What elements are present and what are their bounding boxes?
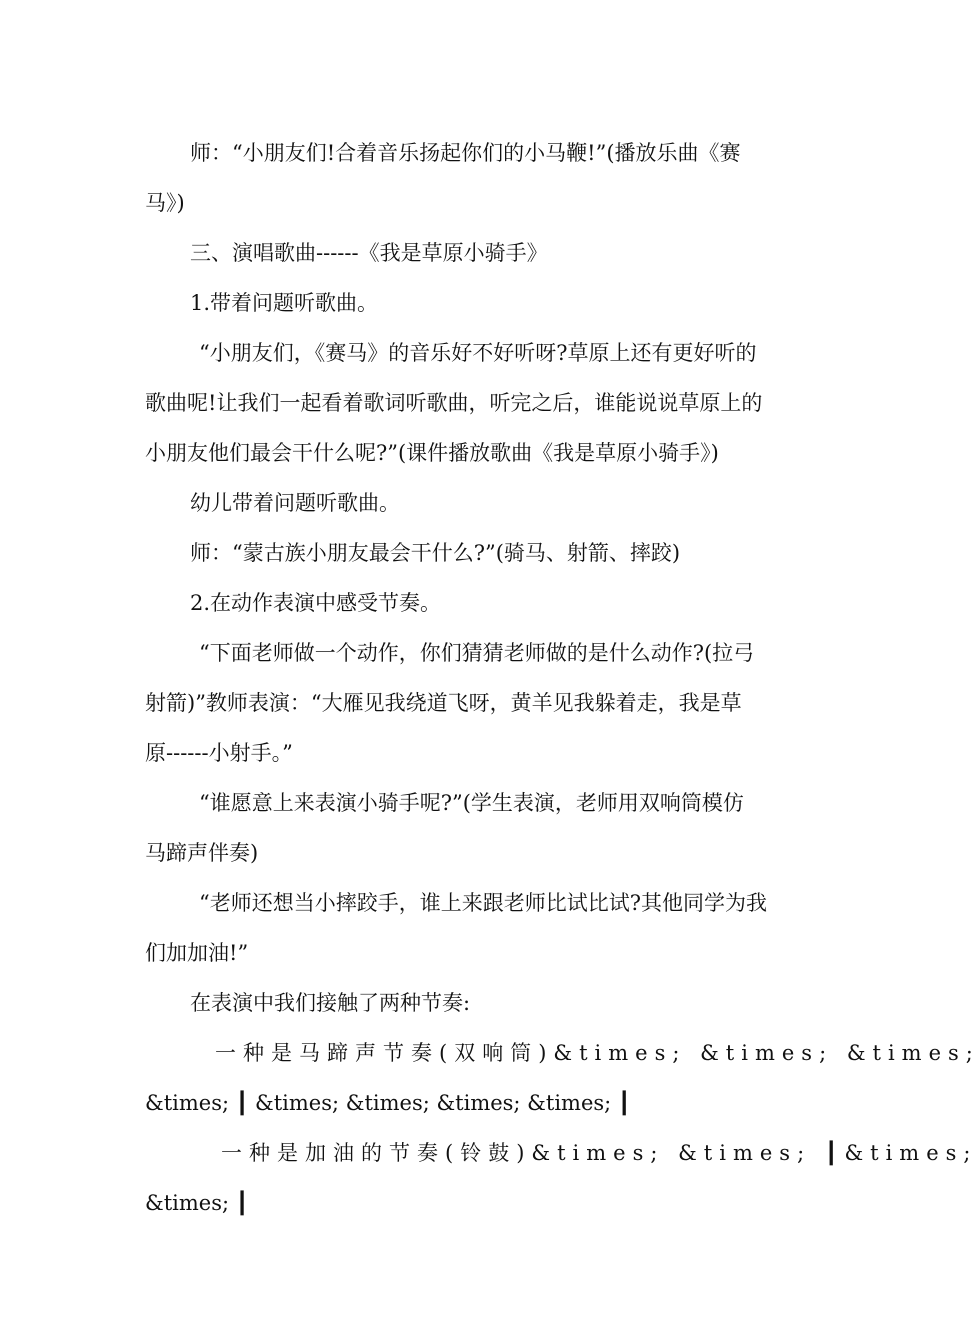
document-page: [145, 128, 980, 1228]
paragraph-line: 马》): [145, 191, 185, 215]
subheading: 2.在动作表演中感受节奏。: [190, 591, 442, 615]
paragraph-line: 歌曲呢!让我们一起看着歌词听歌曲，听完之后，谁能说说草原上的: [145, 391, 763, 415]
rhythm-line: &times; ┃ &times; &times; &times; &times; ┃: [145, 1091, 631, 1115]
paragraph-line: 射箭)”教师表演：“大雁见我绕道飞呀，黄羊见我躲着走，我是草: [145, 691, 742, 715]
paragraph-line: 们加加油!”: [145, 941, 249, 965]
paragraph-line: “老师还想当小摔跤手，谁上来跟老师比试比试?其他同学为我: [199, 891, 767, 915]
paragraph-line: 原------小射手。”: [145, 741, 293, 765]
paragraph-line: 小朋友他们最会干什么呢?”(课件播放歌曲《我是草原小骑手》): [145, 441, 719, 465]
subheading: 1.带着问题听歌曲。: [190, 291, 379, 315]
paragraph-line: “下面老师做一个动作，你们猜猜老师做的是什么动作?(拉弓: [199, 641, 755, 665]
rhythm-line: 一种是马蹄声节奏(双响筒)&times; &times; &times;: [215, 1041, 980, 1065]
paragraph-line: 在表演中我们接触了两种节奏:: [190, 991, 471, 1015]
rhythm-line: &times; ┃: [145, 1191, 249, 1215]
paragraph-line: 师：“蒙古族小朋友最会干什么?”(骑马、射箭、摔跤): [190, 541, 681, 565]
paragraph-line: 马蹄声伴奏): [145, 841, 259, 865]
paragraph-line: 师：“小朋友们!合着音乐扬起你们的小马鞭!”(播放乐曲《赛: [190, 141, 741, 165]
paragraph-line: “谁愿意上来表演小骑手呢?”(学生表演，老师用双响筒模仿: [199, 791, 744, 815]
paragraph-line: “小朋友们，《赛马》的音乐好不好听呀?草原上还有更好听的: [199, 341, 757, 365]
rhythm-line: 一种是加油的节奏(铃鼓)&times; &times; ┃&times;: [221, 1141, 978, 1165]
paragraph-line: 幼儿带着问题听歌曲。: [190, 491, 400, 515]
section-heading: 三、演唱歌曲------《我是草原小骑手》: [190, 241, 548, 265]
